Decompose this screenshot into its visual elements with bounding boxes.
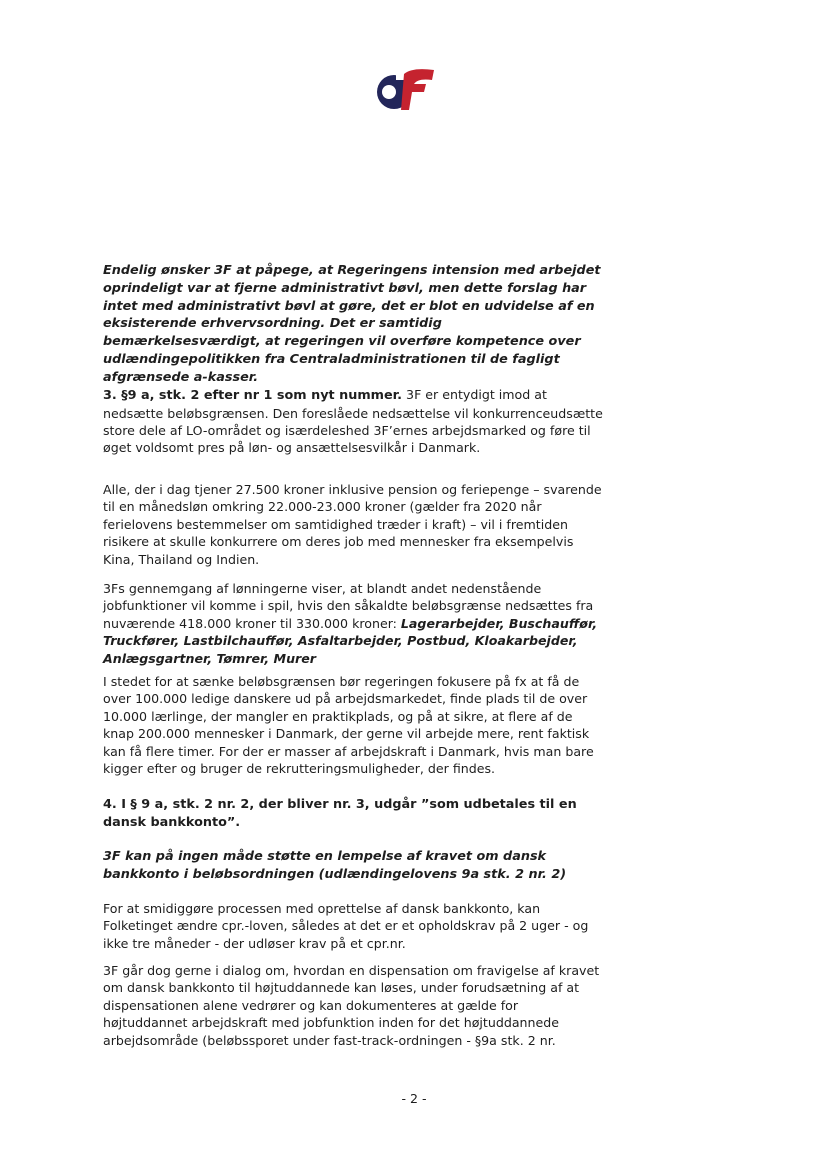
alle-paragraph: Alle, der i dag tjener 27.500 kroner inklusive pension og feriepenge – svarende til en månedsløn omkring 22.000-23.000 kroner (gælder fra 2020 når ferielovens bestemmelser om samtidighed træder i kraft) – vil i fremtiden risikere at skulle konkurrere om deres job med mennesker fra eksempelvis Kina, Thailand og Indien.	[103, 482, 602, 567]
smidig-paragraph: For at smidiggøre processen med oprettelse af dansk bankkonto, kan Folketinget ændre cpr.-loven, således at det er et opholdskrav på 2 uger - og ikke tre måneder - der udløser krav på et cpr.nr.	[103, 901, 589, 951]
section-4-heading: 4. I § 9 a, stk. 2 nr. 2, der bliver nr. 3, udgår ”som udbetales til en dansk bankkonto”.	[103, 797, 577, 830]
intro-paragraph: Endelig ønsker 3F at påpege, at Regeringens intension med arbejdet oprindeligt var at fjerne administrativt bøvl, men dette forslag har intet med administrativt bøvl at gøre, det er blot en udvidelse af en eksisterende erhvervsordning. Det er samtidig bemærkelsesværdigt, at regeringen vil overføre kompetence over udlændingepolitikken fra Centraladministrationen til de fagligt afgrænsede a-kasser.	[103, 263, 601, 385]
job-functions-list: Lagerarbejder, Buschauffør, Truckfører, Lastbilchauffør, Asfaltarbejder, Postbud, Kloakarbejder, Anlægsgartner, Tømrer, Murer	[103, 615, 598, 666]
istedet-paragraph: I stedet for at sænke beløbsgrænsen bør regeringen fokusere på fx at få de over 100.000 ledige danskere ud på arbejdsmarkedet, finde plads til de over 10.000 lærlinge, der mangler en praktikplads, og på at sikre, at flere af de knap 200.000 mennesker i Danmark, der gerne vil arbejde mere, rent faktisk kan få flere timer. For der er masser af arbejdskraft i Danmark, hvis man bare kigger efter og bruger de rekrutteringsmuligheder, der findes.	[103, 674, 594, 777]
section-4-subheading: 3F kan på ingen måde støtte en lempelse af kravet om dansk bankkonto i beløbsordningen (udlændingelovens 9a stk. 2 nr. 2)	[103, 849, 567, 882]
section-3-paragraph	[103, 386, 603, 457]
section-3-text: 3F er entydigt imod at nedsætte beløbsgrænsen. Den foreslåede nedsættelse vil konkurrenceudsætte store dele af LO-området og isærdeleshed 3F’ernes arbejdsmarked og føre til øget voldsomt pres på løn- og ansættelsesvilkår i Danmark.	[103, 387, 603, 456]
gennemgang-paragraph	[103, 580, 603, 667]
section-3-heading: 3. §9 a, stk. 2 efter nr 1 som nyt nummer.	[103, 388, 403, 403]
3f-logo	[372, 64, 444, 114]
gennemgang-text: 3Fs gennemgang af lønningerne viser, at blandt andet nedenstående jobfunktioner vil komme i spil, hvis den såkaldte beløbsgrænse nedsættes fra nuværende 418.000 kroner til 330.000 kroner:	[103, 581, 594, 631]
dialog-paragraph: 3F går dog gerne i dialog om, hvordan en dispensation om fravigelse af kravet om dansk bankkonto til højtuddannede kan løses, under forudsætning af at dispensationen alene vedrører og kan dokumenteres at gælde for højtuddannet arbejdskraft med jobfunktion inden for det højtuddannede arbejdsområde (beløbssporet under fast-track-ordningen - §9a stk. 2 nr.	[103, 963, 600, 1048]
page-number: - 2 -	[401, 1091, 427, 1106]
